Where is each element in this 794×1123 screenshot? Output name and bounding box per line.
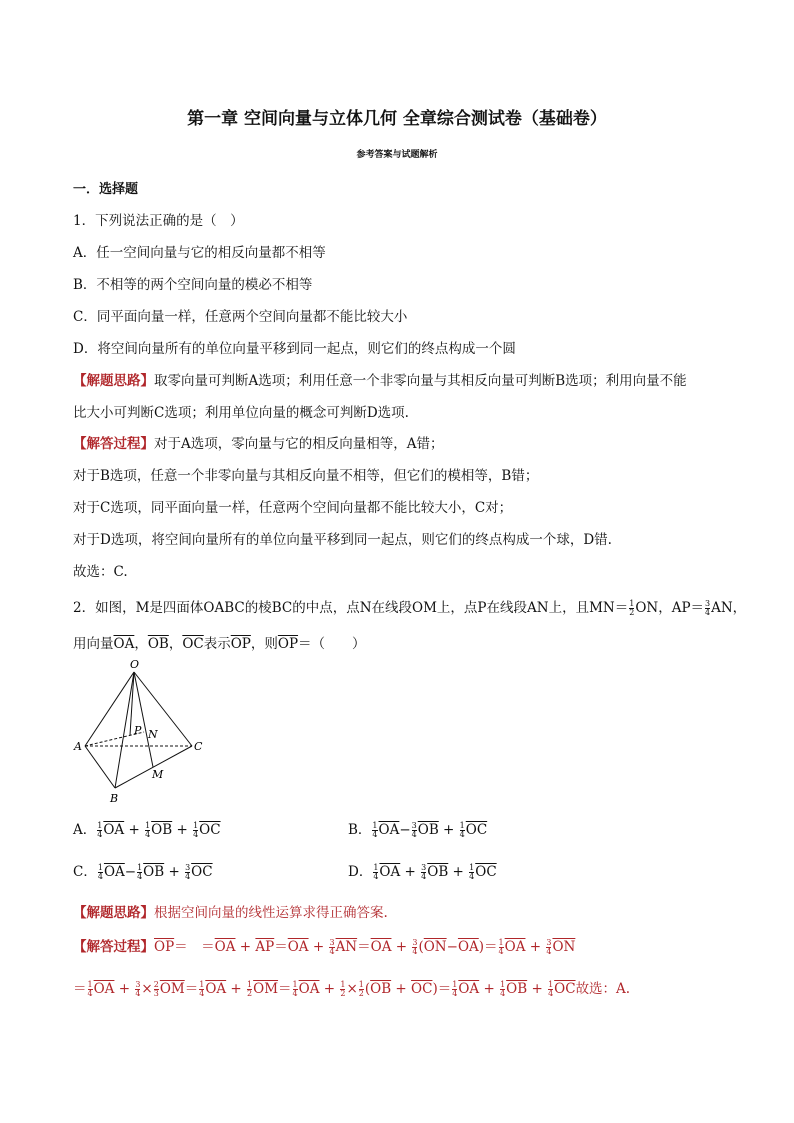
q2-stem [73, 596, 746, 617]
vec: $\overline{OA}$ [379, 864, 401, 880]
q2-option-d: D． $\frac{1}{4}$ $\overline{OA}$ + $\frac{3}{4}$ $\overline{OB}$ + $\frac{1}{4}$ $\overline{OC}$ [348, 863, 497, 881]
edge-bc [115, 746, 192, 788]
frac: $\frac{1}{4}$ [292, 980, 298, 998]
edge-ob [115, 672, 134, 788]
frac: $\frac{1}{2}$ [247, 980, 253, 998]
frac: $\frac{1}{4}$ [452, 980, 458, 998]
vec: $\overline{OB}$ [417, 822, 439, 838]
vec: $\overline{OC}$ [199, 822, 221, 838]
vec-an: $\overline{AN}$ [335, 939, 358, 955]
vec: $\overline{OA}$ [93, 981, 115, 997]
q2-option-b: B． $\frac{1}{4}$ $\overline{OA}-$ $\frac{3}{4}$ $\overline{OB}$ + $\frac{1}{4}$ $\overline{OC}$ [348, 821, 488, 839]
label-o: O [130, 658, 140, 671]
option-a-letter: A． [73, 822, 97, 838]
edge-ab [85, 746, 115, 788]
vec: $\overline{OC}$ [554, 981, 576, 997]
vector-op: $\overline{OP}$ [230, 636, 251, 652]
vector-oc: $\overline{OC}$ [182, 636, 204, 652]
page-subtitle: 参考答案与试题解析 [356, 150, 438, 160]
frac: $\frac{1}{4}$ [193, 821, 199, 839]
vec: $\overline{OA}$ [504, 939, 526, 955]
frac: $\frac{3}{4}$ [135, 980, 141, 998]
vec: $\overline{OA}$ [205, 981, 227, 997]
frac: $\frac{3}{4}$ [329, 938, 335, 956]
q2-stem-part-c: AN， [711, 600, 747, 616]
frac: $\frac{1}{2}$ [358, 980, 364, 998]
q1-option-d: D．将空间向量所有的单位向量平移到同一起点，则它们的终点构成一个圆 [73, 341, 516, 357]
q2-stem-part-b: ON，AP＝ [635, 600, 705, 616]
vec-on-2: $\overline{ON}$ [552, 939, 576, 955]
vec: $\overline{OB}$ [370, 981, 392, 997]
frac: $\frac{1}{4}$ [97, 863, 103, 881]
frac: $\frac{1}{4}$ [97, 821, 103, 839]
frac: $\frac{1}{4}$ [87, 980, 93, 998]
q1-proc-tag: 【解答过程】 [73, 436, 154, 452]
q2-process-line2: ＝ $\frac{1}{4}$ $\overline{OA}$ + $\frac{3}{4}$ × $\frac{2}{3}$ $\overline{OM}=$ $\frac{1}{4}$ $\overline{OA}$ + $\frac{1}{2}$ $\overline{OM}=$ $\frac{1}{4}$ $\overline{OA}$ + $\frac{1}{2}$ × $\frac{1}{2}$ $(\overline{OB} + \overline{OC})=$ $\frac{1}{4}$ $\overline{OA}$ + $\frac{1}{4}$ $\overline{OB}$ + $\frac{1}{4}$ $\overline{OC}$故选：A. [73, 980, 631, 998]
frac: $\frac{1}{4}$ [199, 980, 205, 998]
vec: $\overline{OA}$ [287, 939, 309, 955]
label-a: A [74, 740, 82, 753]
vec: $\overline{OP}$ [154, 939, 175, 955]
q2-answer: 故选：A. [575, 981, 631, 997]
vec: $\overline{OB}$ [143, 864, 165, 880]
vec: $\overline{OA}$ [214, 939, 236, 955]
vec-om: $\overline{OM}$ [159, 981, 185, 997]
frac: $\frac{3}{4}$ [421, 863, 427, 881]
vec: $\overline{OB}$ [427, 864, 449, 880]
q1-idea-line2: 比大小可判断C选项；利用单位向量的概念可判断D选项. [73, 405, 409, 421]
frac: $\frac{1}{4}$ [500, 980, 506, 998]
q2-option-c: C． $\frac{1}{4}$ $\overline{OA}-$ $\frac{1}{4}$ $\overline{OB}$ + $\frac{3}{4}$ $\overline{OC}$ [73, 863, 213, 881]
frac: $\frac{1}{4}$ [145, 821, 151, 839]
q2-stem2-d: ＝（ ） [298, 636, 366, 652]
vec-ap: $\overline{AP}$ [255, 939, 275, 955]
vec: $\overline{OC}$ [191, 864, 213, 880]
frac: $\frac{1}{4}$ [137, 863, 143, 881]
fraction-1-2: $\frac{1}{2}$ [629, 599, 635, 617]
frac: $\frac{3}{4}$ [546, 938, 552, 956]
vec: $\overline{OB}$ [151, 822, 173, 838]
label-p: P [134, 724, 142, 737]
q2-stem2-c: ，则 [250, 636, 278, 652]
label-b: B [110, 792, 119, 805]
frac: $\frac{1}{4}$ [548, 980, 554, 998]
tetrahedron-figure [70, 658, 210, 808]
frac: $\frac{1}{4}$ [469, 863, 475, 881]
frac: $\frac{1}{4}$ [372, 821, 378, 839]
vec: $\overline{OA}$ [378, 822, 400, 838]
page-title: 第一章 空间向量与立体几何 全章综合测试卷（基础卷） [187, 109, 607, 129]
q1-proc-line2: 对于B选项，任意一个非零向量与其相反向量不相等，但它们的模相等，B错； [73, 468, 539, 484]
vector-ob: $\overline{OB}$ [147, 636, 169, 652]
vec: $\overline{OC}$ [411, 981, 433, 997]
vec: $\overline{OA}$ [457, 939, 479, 955]
q2-process-line1: 【解答过程】$\overline{OP}=$ $=\overline{OA} + \overline{AP}=\overline{OA}$ + $\frac{3}{4}$ $\overline{AN}=\overline{OA}$ + $\frac{3}{4}$ $(\overline{ON}-\overline{OA})=$ $\frac{1}{4}$ $\overline{OA}$ + $\frac{3}{4}$ $\overline{ON}$ [73, 938, 576, 956]
label-m: M [152, 768, 164, 781]
q2-stem-part-a: 2．如图，M是四面体OABC的棱BC的中点，点N在线段OM上，点P在线段AN上，且MN＝ [73, 600, 629, 616]
option-c-letter: C． [73, 864, 97, 880]
option-b-letter: B． [348, 822, 372, 838]
q1-proc-text-1: 对于A选项，零向量与它的相反向量相等，A错； [154, 436, 444, 452]
fraction-3-4: $\frac{3}{4}$ [705, 599, 711, 617]
q1-idea-tag: 【解题思路】 [73, 373, 154, 389]
frac: $\frac{1}{4}$ [459, 821, 465, 839]
q2-stem-line2: 用向量$\overline{OA}$，$\overline{OB}$，$\overline{OC}$表示$\overline{OP}$，则$\overline{OP}=$（ ） [73, 636, 366, 652]
q1-option-c: C．同平面向量一样，任意两个空间向量都不能比较大小 [73, 309, 408, 325]
option-d-letter: D． [348, 864, 373, 880]
vector-oa: $\overline{OA}$ [113, 636, 135, 652]
frac: $\frac{2}{3}$ [153, 980, 159, 998]
segment-om [134, 672, 153, 767]
vec: $\overline{OA}$ [370, 939, 392, 955]
section-heading: 一．选择题 [73, 182, 139, 197]
vec: $\overline{OA}$ [458, 981, 480, 997]
q1-answer: 故选：C. [73, 564, 128, 580]
vec: $\overline{OC}$ [475, 864, 497, 880]
q1-option-a: A．任一空间向量与它的相反向量都不相等 [73, 245, 326, 261]
vec: $\overline{OB}$ [506, 981, 528, 997]
q1-stem: 1．下列说法正确的是（ ） [73, 213, 244, 229]
q1-proc-line4: 对于D选项，将空间向量所有的单位向量平移到同一起点，则它们的终点构成一个球，D错. [73, 532, 612, 548]
q2-stem2-b: 表示 [203, 636, 231, 652]
vec-on: $\overline{ON}$ [423, 939, 447, 955]
frac: $\frac{3}{4}$ [411, 821, 417, 839]
vec: $\overline{OC}$ [465, 822, 488, 838]
q1-process [73, 432, 444, 452]
q1-idea-text-1: 取零向量可判断A选项；利用任意一个非零向量与其相反向量可判断B选项；利用向量不能 [154, 373, 687, 389]
vec: $\overline{OA}$ [298, 981, 320, 997]
frac: $\frac{1}{4}$ [498, 938, 504, 956]
frac: $\frac{3}{4}$ [412, 938, 418, 956]
vector-op-2: $\overline{OP}$ [277, 636, 299, 652]
q2-stem2-a: 用向量 [73, 636, 114, 652]
label-n: N [148, 728, 158, 741]
q1-option-b: B．不相等的两个空间向量的模必不相等 [73, 277, 313, 293]
vec: $\overline{OA}$ [103, 864, 125, 880]
q2-idea-text: 根据空间向量的线性运算求得正确答案. [154, 905, 388, 921]
frac: $\frac{1}{2}$ [340, 980, 346, 998]
frac: $\frac{3}{4}$ [185, 863, 191, 881]
q1-idea [73, 369, 687, 389]
q2-idea [73, 901, 388, 921]
edge-oc [134, 672, 192, 746]
q2-idea-tag: 【解题思路】 [73, 905, 154, 921]
q2-proc-tag: 【解答过程】 [73, 939, 154, 955]
q2-option-a: A． $\frac{1}{4}$ $\overline{OA}$ + $\frac{1}{4}$ $\overline{OB}$ + $\frac{1}{4}$ $\overline{OC}$ [73, 821, 221, 839]
vec: $\overline{OA}$ [103, 822, 125, 838]
vec-om-2: $\overline{OM}$ [253, 981, 279, 997]
label-c: C [194, 740, 203, 753]
edge-oa [85, 672, 134, 746]
frac: $\frac{1}{4}$ [373, 863, 379, 881]
q1-proc-line3: 对于C选项，同平面向量一样，任意两个空间向量都不能比较大小，C对； [73, 500, 513, 516]
